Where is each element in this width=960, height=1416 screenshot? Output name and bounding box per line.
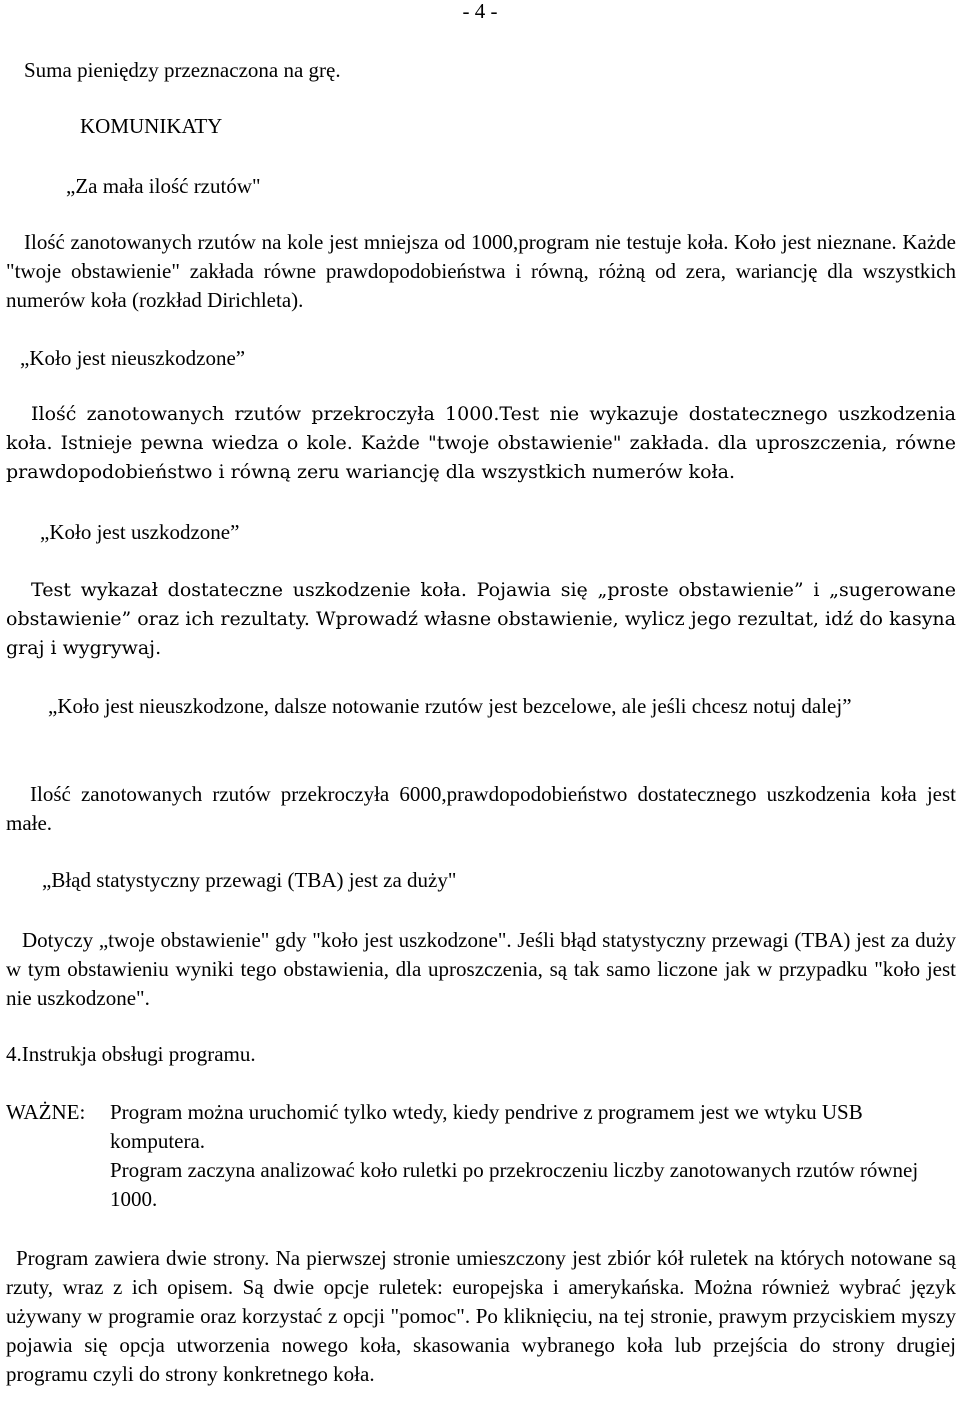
msg2-title: „Koło jest nieuszkodzone” (20, 346, 246, 370)
wazne-line-1: Program można uruchomić tylko wtedy, kiedy pendrive z programem jest we wtyku USB komputera. (110, 1100, 863, 1153)
msg3-title: „Koło jest uszkodzone” (40, 520, 240, 544)
msg3-body: Test wykazał dostateczne uszkodzenie koła. Pojawia się „proste obstawienie” i „sugerowane obstawienie” oraz ich rezultaty. Wprowadź własne obstawienie, wylicz jego rezultat, idź do kasyna graj i wygrywaj. (6, 579, 956, 659)
wazne-row-1 (6, 1098, 956, 1156)
wazne-line-2: Program zaczyna analizować koło ruletki po przekroczeniu liczby zanotowanych rzutów równej 1000. (110, 1158, 919, 1211)
final-paragraph: Program zawiera dwie strony. Na pierwszej stronie umieszczony jest zbiór kół ruletek na których notowane są rzuty, wraz z ich opisem. Są dwie opcje ruletek: europejska i amerykańska. Można również wybrać język używany w programie oraz korzystać z opcji "pomoc". Po kliknięciu, na tej stronie, prawym przyciskiem myszy pojawia się opcja utworzenia nowego koła, skasowania wybranego koła lub przejścia do strony drugiej programu czyli do strony konkretnego koła. (6, 1246, 956, 1386)
intro-line: Suma pieniędzy przeznaczona na grę. (24, 58, 341, 82)
msg1-title: „Za mała ilość rzutów" (66, 174, 261, 198)
msg5-title: „Błąd statystyczny przewagi (TBA) jest za duży" (42, 868, 457, 892)
msg5-body: Dotyczy „twoje obstawienie" gdy "koło jest uszkodzone". Jeśli błąd statystyczny przewagi (TBA) jest za duży w tym obstawieniu wyniki tego obstawienia, dla uproszczenia, są tak samo liczone jak w przypadku "koło jest nie uszkodzone". (6, 928, 956, 1010)
msg2-body: Ilość zanotowanych rzutów przekroczyła 1000.Test nie wykazuje dostatecznego uszkodzenia koła. Istnieje pewna wiedza o kole. Każde "twoje obstawienie" zakłada. dla uproszczenia, równe prawdopodobieństwo i równą zeru wariancję dla wszystkich numerów koła. (6, 403, 956, 483)
wazne-label: WAŻNE: (6, 1100, 86, 1124)
section4-heading: 4.Instrukja obsługi programu. (6, 1042, 256, 1066)
msg4-body: Ilość zanotowanych rzutów przekroczyła 6000,prawdopodobieństwo dostatecznego uszkodzenia koła jest małe. (6, 782, 956, 835)
msg1-body: Ilość zanotowanych rzutów na kole jest mniejsza od 1000,program nie testuje koła. Koło jest nieznane. Każde "twoje obstawienie" zakłada równe prawdopodobieństwa i równą, różną od zera, wariancję dla wszystkich numerów koła (rozkład Dirichleta). (6, 230, 956, 312)
wazne-row-2 (6, 1156, 956, 1214)
page-number: - 4 - (462, 0, 498, 23)
msg4-title: „Koło jest nieuszkodzone, dalsze notowanie rzutów jest bezcelowe, ale jeśli chcesz notuj dalej” (48, 694, 852, 718)
heading-komunikaty: KOMUNIKATY (80, 114, 223, 138)
wazne-block (6, 1098, 956, 1214)
